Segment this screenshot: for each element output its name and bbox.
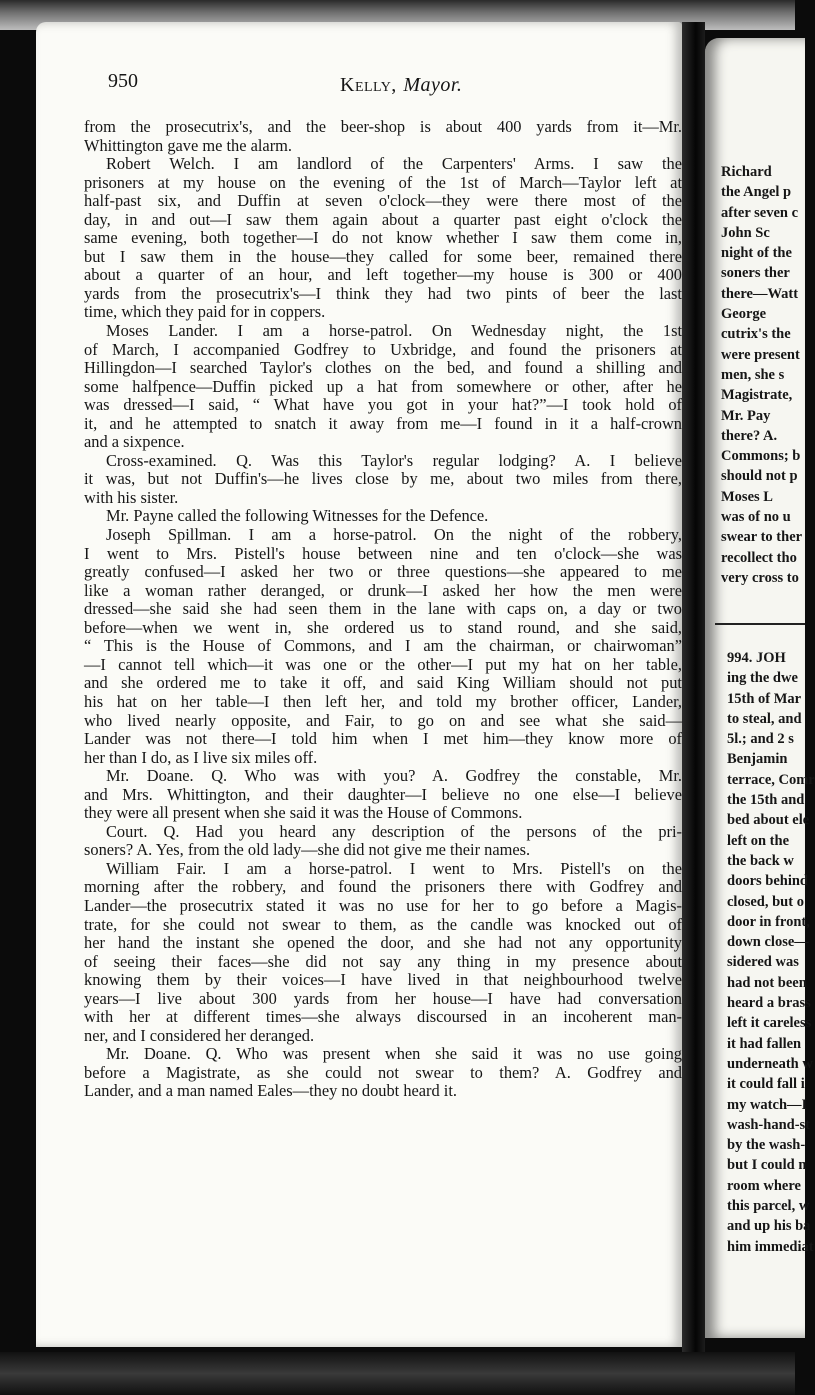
page-number: 950 — [108, 70, 138, 92]
right-page-line: underneath w — [727, 1055, 813, 1072]
section-rule — [715, 623, 805, 625]
right-page-line: should not p — [721, 468, 798, 485]
text-line: who lived nearly opposite, and Fair, to go on and see what she said— — [84, 710, 682, 730]
scan-bottom-edge — [0, 1352, 795, 1395]
text-line: “ This is the House of Commons, and I am the chairman, or chairwoman” — [84, 636, 682, 656]
right-page-line: there? A. — [721, 427, 778, 444]
right-page-line: terrace, Comr — [727, 771, 815, 788]
right-page-line: but I could n — [727, 1157, 807, 1174]
right-page-line: him immediat — [727, 1238, 814, 1255]
text-line: Joseph Spillman. I am a horse-patrol. On the night of the robbery, — [106, 525, 682, 545]
right-page-line: left on the — [727, 832, 790, 849]
text-line: Court. Q. Had you heard any description of the persons of the pri- — [106, 821, 682, 841]
right-page-line: it could fall i — [727, 1076, 805, 1093]
text-line: Mr. Doane. Q. Who was with you? A. Godfrey the constable, Mr. — [106, 766, 682, 786]
right-page-line: down close— — [727, 934, 809, 951]
right-page-line: closed, but o — [727, 893, 804, 910]
right-page-line: by the wash- — [727, 1137, 806, 1154]
text-line: they were all present when she said it was the House of Commons. — [84, 803, 523, 823]
right-page-line: ing the dwe — [727, 670, 798, 687]
text-line: and a sixpence. — [84, 432, 185, 452]
text-line: I went to Mrs. Pistell's house between nine and ten o'clock—she was — [84, 543, 682, 563]
text-line: Mr. Payne called the following Witnesses for the Defence. — [106, 506, 489, 526]
right-page-line: swear to ther — [721, 529, 803, 546]
right-page-line: Magistrate, — [721, 387, 793, 404]
text-line: like a woman rather deranged, or drunk—I asked her how the men were — [84, 580, 682, 600]
running-head — [340, 74, 462, 97]
right-page-line: left it careless — [727, 1015, 812, 1032]
right-page-line: had not been — [727, 974, 807, 991]
right-page-line: Moses L — [721, 488, 773, 505]
right-page-line: to steal, and — [727, 710, 802, 727]
text-line: Hillingdon—I searched Taylor's clothes on the bed, and found a shilling and — [84, 358, 682, 378]
text-line: Moses Lander. I am a horse-patrol. On Wednesday night, the 1st — [106, 321, 682, 341]
right-page-line: Benjamin — [727, 751, 788, 768]
text-line: time, which they paid for in coppers. — [84, 302, 326, 322]
right-page-line: Richard — [721, 164, 772, 180]
text-line: his hat on her table—I then left her, and told my brother officer, Lander, — [84, 691, 682, 711]
text-line: Lander—the prosecutrix stated it was no use for her to go before a Magis- — [84, 895, 682, 915]
right-page-line: cutrix's the — [721, 326, 791, 343]
text-line: it was, but not Duffin's—he lives close by me, about two miles from there, — [84, 469, 682, 489]
right-page-text-bottom — [727, 648, 813, 1257]
right-page-line: 5l.; and 2 s — [727, 731, 794, 748]
text-line: yards from the prosecutrix's—I think they had two pints of beer the last — [84, 283, 682, 303]
right-page-line: my watch—I — [727, 1096, 808, 1113]
right-page-line: heard a brass — [727, 995, 811, 1012]
text-line: Robert Welch. I am landlord of the Carpenters' Arms. I saw the — [106, 154, 682, 174]
text-line: Lander was not there—I told him when I met him—they know more of — [84, 729, 682, 749]
right-page-line: the 15th and — [727, 792, 805, 809]
text-line: of March, I accompanied Godfrey to Uxbridge, and found the prisoners at — [84, 339, 682, 359]
right-page-line: 15th of Mar — [727, 690, 802, 707]
running-head-name: Kelly, — [340, 74, 397, 96]
text-line: but I saw them in the house—they called for some beer, remained there — [84, 246, 682, 266]
right-page-text-top — [721, 162, 811, 588]
book-gutter — [682, 22, 705, 1352]
text-line: dressed—she said she had seen them in the lane with caps on, a day or two — [84, 599, 682, 619]
right-page — [705, 38, 815, 1338]
text-line: with her at different times—she always discoursed in an incoherent man- — [84, 1007, 682, 1027]
right-page-line: this parcel, w — [727, 1198, 810, 1215]
right-page-line: 994. JOH — [727, 650, 786, 666]
text-line: before—when we went in, she ordered us to stand round, and she said, — [84, 617, 682, 637]
text-line: her than I do, as I live six miles off. — [84, 747, 318, 767]
right-page-line: and up his ba — [727, 1218, 811, 1235]
right-page-line: night of the — [721, 245, 792, 262]
text-line: of seeing their faces—she did not say any thing in my presence about — [84, 951, 682, 971]
right-page-line: doors behind — [727, 873, 808, 890]
text-line: and she ordered me to take it off, and said King William should not put — [84, 673, 682, 693]
text-line: about a quarter of an hour, and left together—my house is 300 or 400 — [84, 265, 682, 285]
text-line: from the prosecutrix's, and the beer-shop is about 400 yards from it—Mr. — [84, 117, 682, 136]
right-page-line: sidered was — [727, 954, 799, 971]
text-line: trate, for she could not swear to them, as the candle was knocked out of — [84, 914, 682, 934]
right-page-line: room where — [727, 1177, 801, 1194]
text-line: prisoners at my house on the evening of the 1st of March—Taylor left at — [84, 172, 682, 192]
right-page-line: after seven c — [721, 204, 799, 221]
right-page-line: were present — [721, 346, 800, 363]
text-line: Lander, and a man named Eales—they no doubt heard it. — [84, 1081, 458, 1101]
right-page-line: door in front, — [727, 913, 810, 930]
right-page-line: it had fallen — [727, 1035, 802, 1052]
text-line: same evening, both together—I do not know whether I saw them come in, — [84, 228, 682, 248]
text-line: it, and he attempted to snatch it away from me—I found in it a half-crown — [84, 413, 682, 433]
right-page-line: was of no u — [721, 509, 791, 526]
text-line: Cross-examined. Q. Was this Taylor's regular lodging? A. I believe — [106, 450, 682, 470]
text-line: years—I live about 300 yards from her house—I have had conversation — [84, 988, 682, 1008]
text-line: morning after the robbery, and found the prisoners there with Godfrey and — [84, 877, 682, 897]
right-page-line: men, she s — [721, 366, 785, 383]
right-page-line: the back w — [727, 852, 794, 869]
text-line: her hand the instant she opened the door, and she had not any opportunity — [84, 933, 682, 953]
text-line: William Fair. I am a horse-patrol. I went to Mrs. Pistell's on the — [106, 858, 682, 878]
right-page-line: Mr. Pay — [721, 407, 771, 424]
right-page-line: wash-hand-st — [727, 1116, 810, 1133]
text-line: soners? A. Yes, from the old lady—she did not give me their names. — [84, 840, 531, 860]
text-line: Whittington gave me the alarm. — [84, 135, 293, 155]
text-line: greatly confused—I asked her two or three questions—she appeared to me — [84, 562, 682, 582]
text-line: day, in and out—I saw them again about a quarter past eight o'clock the — [84, 209, 682, 229]
text-line: some halfpence—Duffin picked up a hat from somewhere or other, after he — [84, 376, 682, 396]
text-line: with his sister. — [84, 487, 179, 507]
right-page-line: bed about ele — [727, 812, 810, 829]
main-text-column — [84, 118, 682, 1101]
text-line: Mr. Doane. Q. Who was present when she said it was no use going — [106, 1044, 682, 1064]
text-line: —I cannot tell which—it was one or the other—I put my hat on her table, — [84, 654, 682, 674]
right-page-line: George — [721, 306, 767, 323]
right-page-line: very cross to — [721, 569, 799, 586]
right-page-line: the Angel p — [721, 184, 792, 201]
text-line: half-past six, and Duffin at seven o'clock—they were there most of the — [84, 191, 682, 211]
right-page-line: Commons; b — [721, 448, 801, 465]
running-head-title: Mayor. — [403, 74, 463, 96]
right-page-line: recollect tho — [721, 549, 797, 566]
text-line: before a Magistrate, as she could not swear to them? A. Godfrey and — [84, 1062, 682, 1082]
text-line: knowing them by their voices—I have lived in that neighbourhood twelve — [84, 970, 682, 990]
text-line: and Mrs. Whittington, and their daughter—I believe no one else—I believe — [84, 784, 682, 804]
right-page-line: there—Watt — [721, 285, 799, 302]
text-line: ner, and I considered her deranged. — [84, 1025, 315, 1045]
text-line: was dressed—I said, “ What have you got in your hat?”—I took hold of — [84, 395, 682, 415]
right-page-line: soners ther — [721, 265, 790, 282]
right-page-line: John Sc — [721, 224, 770, 241]
